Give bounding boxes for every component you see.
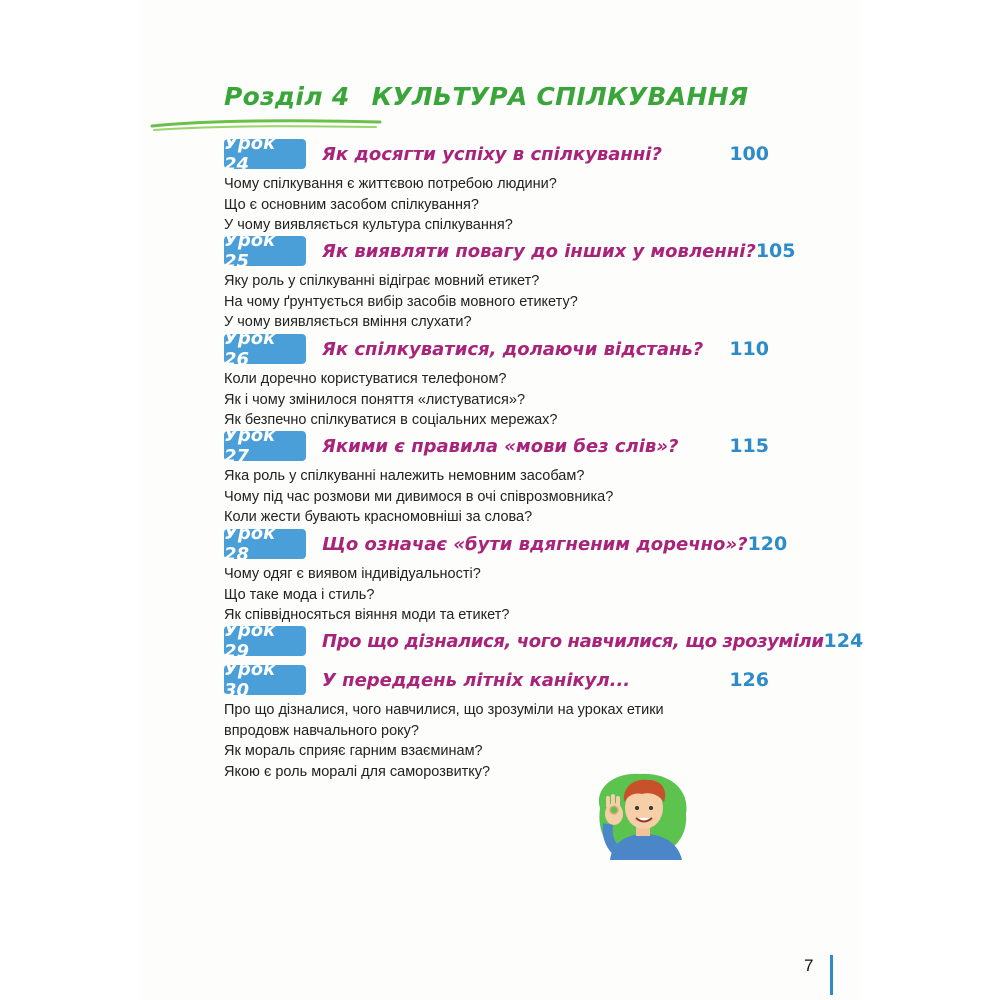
lesson-badge: Урок 24 <box>224 139 306 169</box>
lesson-28 <box>224 523 788 626</box>
question-item: Що є основним засобом спілкування? <box>224 196 479 213</box>
question-item: Коли доречно користуватися телефоном? <box>224 371 507 387</box>
question-item: У чому виявляється вміння слухати? <box>224 314 472 330</box>
question-item: На чому ґрунтується вибір засобів мовного етикету? <box>224 293 578 310</box>
lesson-title[interactable]: Що означає «бути вдягненим доречно»? <box>322 533 748 555</box>
lesson-page-number: 120 <box>747 533 788 555</box>
section-underline-decoration <box>150 118 382 132</box>
section-header <box>224 82 748 111</box>
lesson-badge: Урок 26 <box>224 334 306 364</box>
lesson-27 <box>224 425 769 528</box>
lesson-badge: Урок 29 <box>224 626 306 656</box>
lesson-title[interactable]: Як спілкуватися, долаючи відстань? <box>322 338 704 360</box>
lesson-questions <box>224 466 769 528</box>
question-item: впродовж навчального року? <box>224 722 419 739</box>
question-item: Яку роль у спілкуванні відіграє мовний етикет? <box>224 273 540 289</box>
lesson-questions <box>224 271 769 333</box>
section-label: Розділ 4 <box>224 82 350 111</box>
lesson-title[interactable]: Як досягти успіху в спілкуванні? <box>322 143 662 165</box>
lesson-badge: Урок 25 <box>224 236 306 266</box>
lesson-29 <box>224 620 864 662</box>
section-title: КУЛЬТУРА СПІЛКУВАННЯ <box>371 82 749 111</box>
question-item: Як і чому змінилося поняття «листуватися»? <box>224 391 526 408</box>
lesson-badge: Урок 28 <box>224 529 306 559</box>
question-item: Чому спілкування є життєвою потребою людини? <box>224 176 557 192</box>
lesson-page-number: 115 <box>729 435 769 457</box>
boy-ok-gesture-illustration <box>592 768 692 860</box>
question-item: Як співвідносяться віяння моди та етикет? <box>224 607 510 623</box>
lesson-title[interactable]: Про що дізналися, чого навчилися, що зрозуміли <box>322 630 824 652</box>
question-item: Коли жести бувають красномовніші за слова? <box>224 509 533 525</box>
lesson-title[interactable]: Як виявляти повагу до інших у мовленні? <box>322 240 756 262</box>
lesson-badge: Урок 27 <box>224 431 306 461</box>
lesson-questions <box>224 174 769 236</box>
lesson-24 <box>224 133 769 236</box>
lesson-badge: Урок 30 <box>224 665 306 695</box>
lesson-page-number: 110 <box>729 338 769 360</box>
lesson-questions <box>224 564 769 626</box>
lesson-30 <box>224 659 769 782</box>
lesson-26 <box>224 328 769 431</box>
question-item: Чому під час розмови ми дивимося в очі співрозмовника? <box>224 488 614 505</box>
lesson-title[interactable]: У переддень літніх канікул... <box>322 669 631 691</box>
page-number: 7 <box>804 956 814 975</box>
question-item: Чому одяг є виявом індивідуальності? <box>224 566 481 582</box>
question-item: Про що дізналися, чого навчилися, що зрозуміли на уроках етики <box>224 702 664 718</box>
lesson-questions <box>224 369 769 431</box>
question-item: Як безпечно спілкуватися в соціальних мережах? <box>224 412 558 428</box>
question-item: У чому виявляється культура спілкування? <box>224 217 513 233</box>
question-item: Яка роль у спілкуванні належить немовним засобам? <box>224 468 585 484</box>
lesson-title[interactable]: Якими є правила «мови без слів»? <box>322 435 679 457</box>
page-number-bar <box>830 955 833 995</box>
question-item: Як мораль сприяє гарним взаєминам? <box>224 743 483 759</box>
lesson-page-number: 126 <box>729 669 769 691</box>
lesson-page-number: 105 <box>755 240 796 262</box>
question-item: Якою є роль моралі для саморозвитку? <box>224 763 491 780</box>
lesson-page-number: 100 <box>729 143 769 165</box>
lesson-page-number: 124 <box>823 630 864 652</box>
question-item: Що таке мода і стиль? <box>224 586 375 603</box>
lesson-25 <box>224 230 796 333</box>
